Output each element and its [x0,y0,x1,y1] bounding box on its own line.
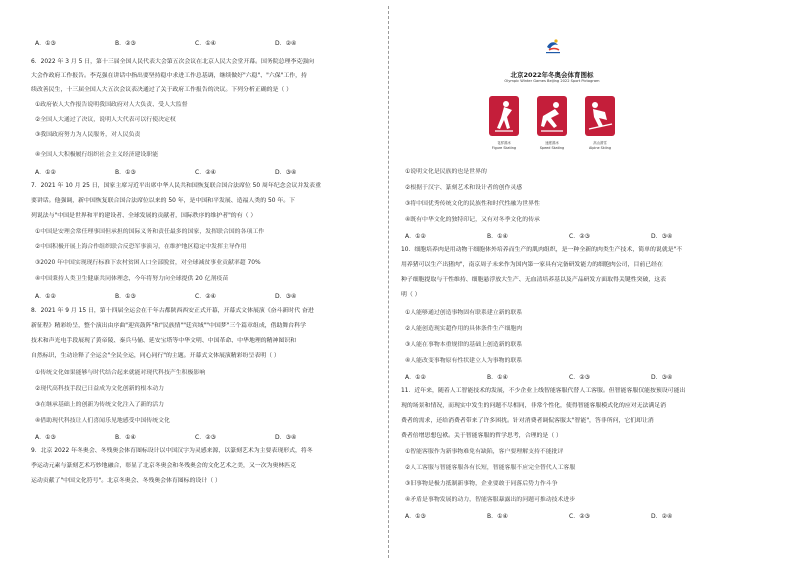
choice-b: B．①③ [115,169,136,176]
choice-d: D．③④ [651,233,673,240]
choice-b: B．②③ [115,40,136,47]
choice-d: D．③④ [275,434,297,441]
choice-c: C．②③ [569,513,590,520]
choice-a: A．①③ [35,434,56,441]
choice-a: A．①③ [405,513,426,520]
q10-stem-line: 种子细胞提取与干性维持、细胞悬浮放大生产、无血清培养基以及产品研发方面取得关键性突破，这表 [401,277,667,283]
q9-option: ③将中国优秀传统文化的民族性和时代性融为世界性 [405,201,540,207]
q11-option: ④矛盾是事物发展的动力，智能客服暴露出的问题可推动技术进步 [405,497,576,503]
q7-choices [31,291,351,299]
q10-stem-line: 明（ ） [401,292,421,298]
q8-option: ②现代高科技手段已日益成为文化创新的根本动力 [35,386,164,392]
q11-option: ③旧事物是极力抵制新事物，企业要敢于同落后势力作斗争 [405,481,558,487]
pictogram-caption: 速度滑冰 Speed Skating [539,141,565,150]
q6-option: ④全国人大积极履行组织社会主义经济建设职能 [35,152,159,158]
q6-stem-line: 大会作政府工作报告。李克强在讲话中指出要坚持稳中求进工作总基调，继续做好"六稳"、"六保"工作，持 [31,73,307,79]
q6-option: ②全国人大通过了决议，说明人大代表可以行使决定权 [35,117,176,123]
column-divider [388,6,389,558]
q3-choices [31,38,351,46]
q8-stem-line: 自然标识，生动诠释了全运会"全民全运，同心同行"的主题。开幕式文体展演精彩纷呈表明（ ） [31,353,280,359]
q11-choices [401,511,721,519]
choice-b: B．①④ [115,434,136,441]
choice-a: A．①② [405,374,426,381]
q9-option: ②根据于汉字、篆刻艺术和设计者的创作灵感 [405,185,523,191]
q11-stem-line: 现的场景和情况，而现实中发生的问题不尽相同，非常个性化，使得智能客服模式化的应对无法满足消 [401,403,667,409]
choice-a: A．①③ [35,40,56,47]
q9-stem-line: 运动贡献了"中国文化符号"。北京冬奥会、冬残奥会体育图标的设计（ ） [31,478,221,484]
choice-c: C．②③ [569,374,590,381]
q7-option: ①中国是安理会常任理事国但承担的国际义务和责任最多的国家，发挥联合国的各项工作 [35,229,265,235]
q10-choices [401,372,721,380]
q8-option: ①传统文化如果能够与时代结合起来就能对现代科技产生积极影响 [35,370,206,376]
q7-stem-line: 列说法与"中国是世界和平的建设者、全球发展的贡献者，国际秩序的维护者"的有（ ） [31,213,257,219]
choice-a: A．①② [35,169,56,176]
q10-option: ①人能够通过创造事物固有联系建立新的联系 [405,310,523,316]
q11-option: ②人工客服与智能客服各有长短，智能客服不应完全替代人工客服 [405,465,576,471]
q7-option: ②中国积极开展上海合作组织联合反恐军事演习，在维护地区稳定中发挥主导作用 [35,244,247,250]
q10-option: ②人能创造现实超作用的具体条件生产细胞肉 [405,326,523,332]
choice-a: A．①② [405,233,426,240]
speed-skating-icon [537,96,567,136]
q6-option: ③我国政府努力为人民服务，对人民负责 [35,132,141,138]
choice-d: D．③④ [275,169,297,176]
choice-d: D．③④ [275,293,297,300]
alpine-skiing-pictogram [585,96,615,136]
q9-option: ④既有中华文化的独特印记，又有对冬季文化的传承 [405,217,540,223]
q8-stem-line: 8．2021 年 9 月 15 日，第十四届全运会在千年古都陕西西安正式开幕，开幕式文体展演《奋斗新时代 奋进 [31,308,314,314]
choice-c: C．②④ [195,293,216,300]
figure-skating-icon [489,96,519,136]
pictogram-caption: 高山滑雪 Alpine Skiing [589,141,611,150]
choice-d: D．②④ [275,40,297,47]
q9-option: ①说明文化是民族的也是世界的 [405,169,487,175]
pictogram-caption: 花样滑冰 Figure Skating [491,141,517,150]
q11-stem-line: 费者的需求，还给消费者带来了许多困扰。针对消费者调侃客服太"智能"，答非所问，它们却让消 [401,418,654,424]
pictogram-title: 北京2022年冬奥会体育图标 [510,71,594,79]
speed-skating-pictogram [537,96,567,136]
q10-stem-line: 10．细胞培养肉是用动物干细胞体外培养而生产的肌肉组织，是一种全新的肉类生产技术，简单的说就是"不 [401,247,683,253]
q8-stem-line: 新征程》精彩纷呈，整个演出由序曲"迎宾鼓阵"和"民族情""廷宾域""中国梦"三个篇章组成，借助舞台科学 [31,323,306,329]
q6-stem-line: 续改善民生，十三届全国人大五次会议表决通过了关于政府工作报告的决议。下列分析正确的是（ ） [31,87,293,93]
figure-skating-pictogram [489,96,519,136]
choice-c: C．①④ [195,40,216,47]
q10-option: ④人能改变事物原有性状建立人为事物的联系 [405,358,523,364]
q7-stem-line: 要讲话。他强调，新中国恢复联合国合法席位以来的 50 年，是中国和平发展、造福人类的 50 年。下 [31,198,295,204]
q9-choices [401,231,721,239]
choice-b: B．①④ [487,374,508,381]
q8-stem-line: 技术和声光电手段展现了黄帝陵、秦兵马俑、延安宝塔等中华文明、中国革命、中华地理的精神图识和 [31,338,297,344]
pictogram-figure [467,36,637,164]
pictogram-subtitle: Olympic Winter Games Beijing 2022 Sport Pictogram [504,79,600,83]
q9-stem-line: 9．北京 2022 年冬奥会、冬残奥会体育图标设计以中国汉字为灵感来源，以篆刻艺术为主要表现形式，将冬 [31,448,313,454]
q7-option: ③2020 年中国实现现行标准下农村贫困人口全部脱贫，对全球减贫事业贡献率超 70% [35,260,261,266]
q10-stem-line: 用养猪可以生产出猪肉"，南京周子未来作为国内第一家具有完备研发能力的细胞肉公司，目前已经在 [401,262,663,268]
q7-stem-line: 7．2021 年 10 月 25 日，国家主席习近平出席中华人民共和国恢复联合国合法席位 50 周年纪念会议并发表重 [31,183,321,189]
q11-stem-line: 费者倍增思想包袱。关于智能客服的哲学思考，合理的是（ ） [401,433,562,439]
choice-c: C．②③ [569,233,590,240]
choice-b: B．①④ [487,233,508,240]
q11-option: ①智能客服作为新事物难免有缺陷，客户要理解支持不能批评 [405,449,564,455]
q6-choices [31,167,351,175]
beijing-2022-emblem-icon [543,36,563,56]
q11-stem-line: 11．近年来，随着人工智能技术的发展，不少企业上线智能客服代替人工客服。但智能客服仅能按预设可能出 [401,388,686,394]
choice-b: B．①③ [115,293,136,300]
q6-option: ①政府依人大作报告说明我国政府对人大负责、受人大监督 [35,102,188,108]
q8-choices [31,432,351,440]
q9-stem-line: 季运动元素与篆刻艺术巧妙地融合，彰显了北京冬奥会和冬残奥会的文化艺术之美，又一次为奥林匹克 [31,463,297,469]
q10-option: ③人能在事物本重规律的基础上创造新的联系 [405,342,523,348]
choice-c: C．②③ [195,434,216,441]
choice-d: D．②④ [651,513,673,520]
choice-a: A．①② [35,293,56,300]
q6-stem-line: 6．2022 年 3 月 5 日，第十三届全国人民代表大会第五次会议在北京人民大会堂开幕。国务院总理李克强向 [31,59,315,65]
alpine-skiing-icon [585,96,615,136]
q8-option: ④借助现代科技让人们喜闻乐见地感受中国传统文化 [35,418,170,424]
choice-d: D．③④ [651,374,673,381]
choice-c: C．②④ [195,169,216,176]
q8-option: ③在继承基础上的创新为传统文化注入了新的活力 [35,402,164,408]
choice-b: B．①④ [487,513,508,520]
q7-option: ④中国秉持人类卫生健康共同体理念，今年将努力向全球提供 20 亿剂疫苗 [35,276,229,282]
